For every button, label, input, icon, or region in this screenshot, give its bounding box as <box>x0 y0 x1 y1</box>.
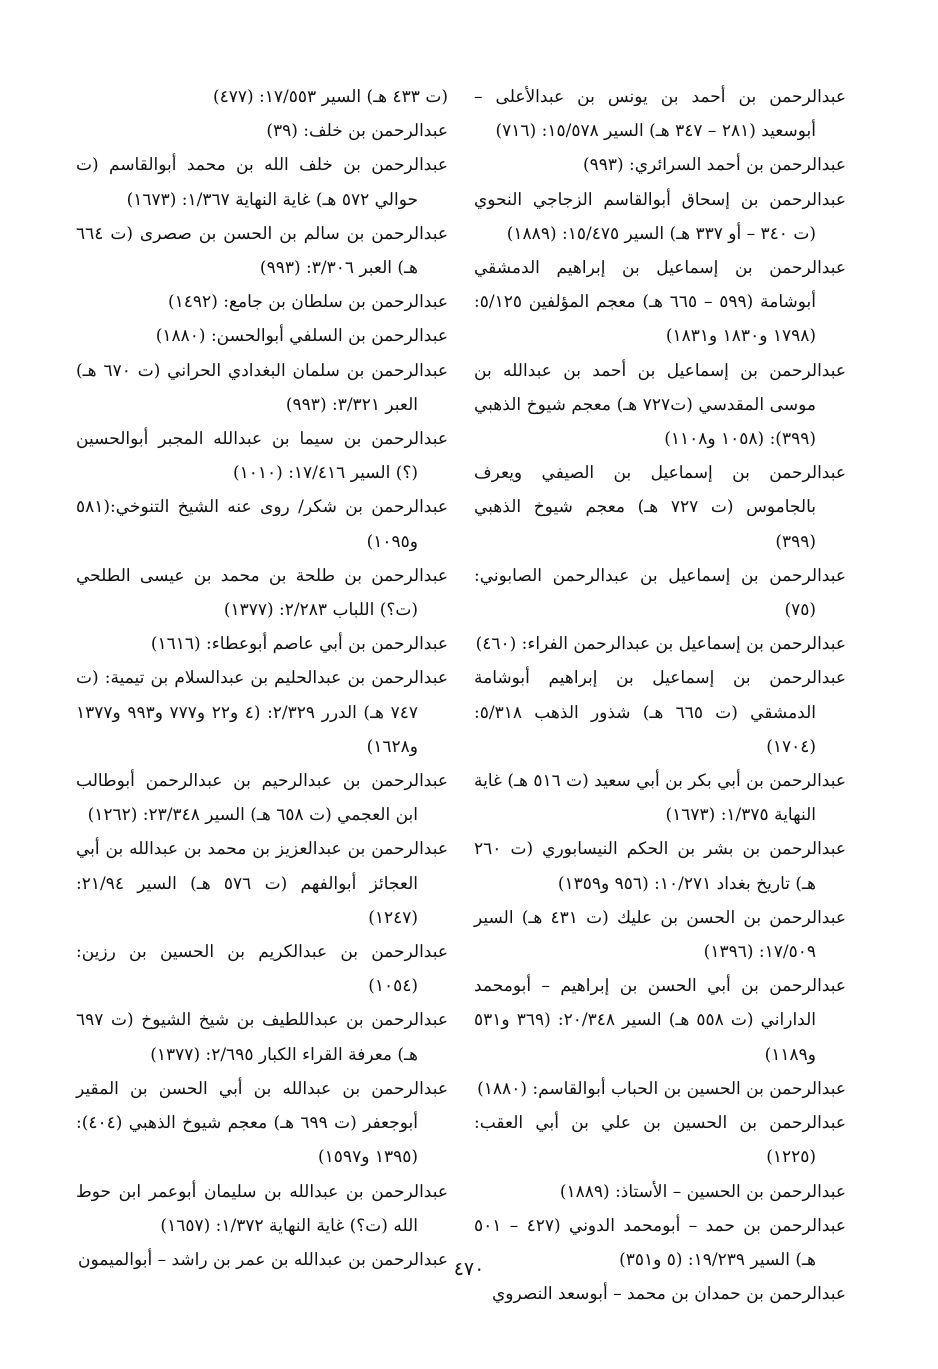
index-entry: عبدالرحمن بن إسماعيل بن الصيفي ويعرف بالجاموس (ت ٧٢٧ هـ) معجم شيوخ الذهبي (٣٩٩) <box>474 463 846 552</box>
index-entry: عبدالرحمن بن عبدالحليم بن عبدالسلام بن تيمية: (ت ٧٤٧ هـ) الدرر ٢/٣٢٩: (٤ و٢٢ و٧٧٧ و٩٩٣ و١٣٧٧ و١٦٢٨) <box>76 668 448 757</box>
index-entry: عبدالرحمن بن عبدالعزيز بن محمد بن عبدالله بن أبي العجائز أبوالفهم (ت ٥٧٦ هـ) السير ٢١/٩٤: (١٢٤٧) <box>76 839 448 928</box>
index-entry: عبدالرحمن بن عبدالله بن عمر بن راشد – أبوالميمون <box>78 1249 448 1270</box>
index-entry: عبدالرحمن بن خلف: (٣٩) <box>266 121 448 142</box>
index-entry: عبدالرحمن بن الحسن بن عليك (ت ٤٣١ هـ) السير ١٧/٥٠٩: (١٣٩٦) <box>474 907 846 963</box>
page-number: ٤٧٠ <box>453 1258 485 1280</box>
left-column <box>76 80 448 1277</box>
index-entry: عبدالرحمن بن خلف الله بن محمد أبوالقاسم (ت حوالي ٥٧٢ هـ) غاية النهاية ١/٣٦٧: (١٦٧٣) <box>76 155 448 210</box>
index-entry: عبدالرحمن بن سلطان بن جامع: (١٤٩٢) <box>168 292 448 313</box>
index-entry: عبدالرحمن بن حمدان بن محمد – أبوسعد النصروي <box>491 1284 846 1305</box>
index-entry: عبدالرحمن بن إسماعيل بن عبدالرحمن الصابوني: (٧٥) <box>474 565 846 621</box>
index-entry: عبدالرحمن بن عبدالرحيم بن عبدالرحمن أبوطالب ابن العجمي (ت ٦٥٨ هـ) السير ٢٣/٣٤٨: (١٢٦٢) <box>76 771 448 826</box>
index-entry: عبدالرحمن بن إسماعيل بن إبراهيم الدمشقي أبوشامة (٥٩٩ – ٦٦٥ هـ) معجم المؤلفين ٥/١٢٥: (١٧٩٨ و١٨٣٠ و١٨٣١) <box>474 258 846 347</box>
index-entry: عبدالرحمن بن أبي عاصم أبوعطاء: (١٦١٦) <box>150 634 448 655</box>
index-entry: عبدالرحمن بن سلمان البغدادي الحراني (ت ٦٧٠ هـ) العبر ٣/٣٢١: (٩٩٣) <box>76 360 448 415</box>
index-entry: عبدالرحمن بن أبي الحسن بن إبراهيم – أبومحمد الداراني (ت ٥٥٨ هـ) السير ٢٠/٣٤٨: (٣٦٩ و٥٣١ و١١٨٩) <box>474 976 846 1065</box>
index-entry: عبدالرحمن بن سالم بن الحسن بن صصرى (ت ٦٦٤ هـ) العبر ٣/٣٠٦: (٩٩٣) <box>76 223 448 279</box>
index-entry: عبدالرحمن بن شكر/ روى عنه الشيخ التنوخي:(٥٨١ و١٠٩٥) <box>76 497 448 552</box>
index-entry: عبدالرحمن بن بشر بن الحكم النيسابوري (ت ٢٦٠ هـ) تاريخ بغداد ١٠/٢٧١: (٩٥٦ و١٣٥٩) <box>474 839 846 894</box>
index-entry: عبدالرحمن بن عبداللطيف بن شيخ الشيوخ (ت ٦٩٧ هـ) معرفة القراء الكبار ٢/٦٩٥: (١٣٧٧) <box>76 1010 448 1065</box>
index-entry: عبدالرحمن بن طلحة بن محمد بن عيسى الطلحي (ت؟) اللباب ٢/٢٨٣: (١٣٧٧) <box>76 565 448 621</box>
index-entry: عبدالرحمن بن أبي بكر بن أبي سعيد (ت ٥١٦ هـ) غاية النهاية ١/٣٧٥: (١٦٧٣) <box>474 771 846 826</box>
index-entry: عبدالرحمن بن عبدالله بن أبي الحسن بن المقير أبوجعفر (ت ٦٩٩ هـ) معجم شيوخ الذهبي (٤٠٤): (١٣٩٥ و١٥٩٧) <box>76 1078 448 1168</box>
index-entry: (ت ٤٣٣ هـ) السير ١٧/٥٥٣: (٤٧٧) <box>212 87 448 107</box>
index-entry: عبدالرحمن بن حمد – أبومحمد الدوني (٤٢٧ – ٥٠١ هـ) السير ١٩/٢٣٩: (٥ و٣٥١) <box>474 1215 846 1270</box>
index-entry: عبدالرحمن بن إسماعيل بن أحمد بن عبدالله بن موسى المقدسي (ت٧٢٧ هـ) معجم شيوخ الذهبي (٣٩٩): (١٠٥٨ و١١٠٨) <box>474 360 846 450</box>
index-entry: عبدالرحمن بن عبدالله بن سليمان أبوعمر ابن حوط الله (ت؟) غاية النهاية ١/٣٧٢: (١٦٥٧) <box>76 1181 448 1236</box>
index-entry: عبدالرحمن بن الحسين بن علي بن أبي العقب: (١٢٢٥) <box>474 1113 846 1168</box>
index-entry: عبدالرحمن بن إسماعيل بن إبراهيم أبوشامة الدمشقي (ت ٦٦٥ هـ) شذور الذهب ٥/٣١٨: (١٧٠٤) <box>474 668 846 757</box>
index-entry: عبدالرحمن بن عبدالكريم بن الحسين بن رزين: (١٠٥٤) <box>76 942 448 997</box>
index-entry: عبدالرحمن بن السلفي أبوالحسن: (١٨٨٠) <box>155 326 448 347</box>
index-entry: عبدالرحمن بن سيما بن عبدالله المجبر أبوالحسين (؟) السير ١٧/٤١٦: (١٠١٠) <box>76 429 448 484</box>
index-entry: عبدالرحمن بن أحمد السرائري: (٩٩٣) <box>582 155 846 176</box>
index-entry: عبدالرحمن بن الحسين بن الحباب أبوالقاسم: (١٨٨٠) <box>477 1078 846 1099</box>
index-entry: عبدالرحمن بن أحمد بن يونس بن عبدالأعلى – أبوسعيد (٢٨١ – ٣٤٧ هـ) السير ١٥/٥٧٨: (٧١٦) <box>474 87 846 142</box>
index-entry: عبدالرحمن بن إسحاق أبوالقاسم الزجاجي النحوي (ت ٣٤٠ – أو ٣٣٧ هـ) السير ١٥/٤٧٥: (١٨٨٩) <box>474 189 846 244</box>
index-entry: عبدالرحمن بن إسماعيل بن عبدالرحمن الفراء: (٤٦٠) <box>475 634 846 655</box>
index-entry: عبدالرحمن بن الحسين – الأستاذ: (١٨٨٩) <box>559 1181 846 1202</box>
right-column <box>474 80 846 1311</box>
